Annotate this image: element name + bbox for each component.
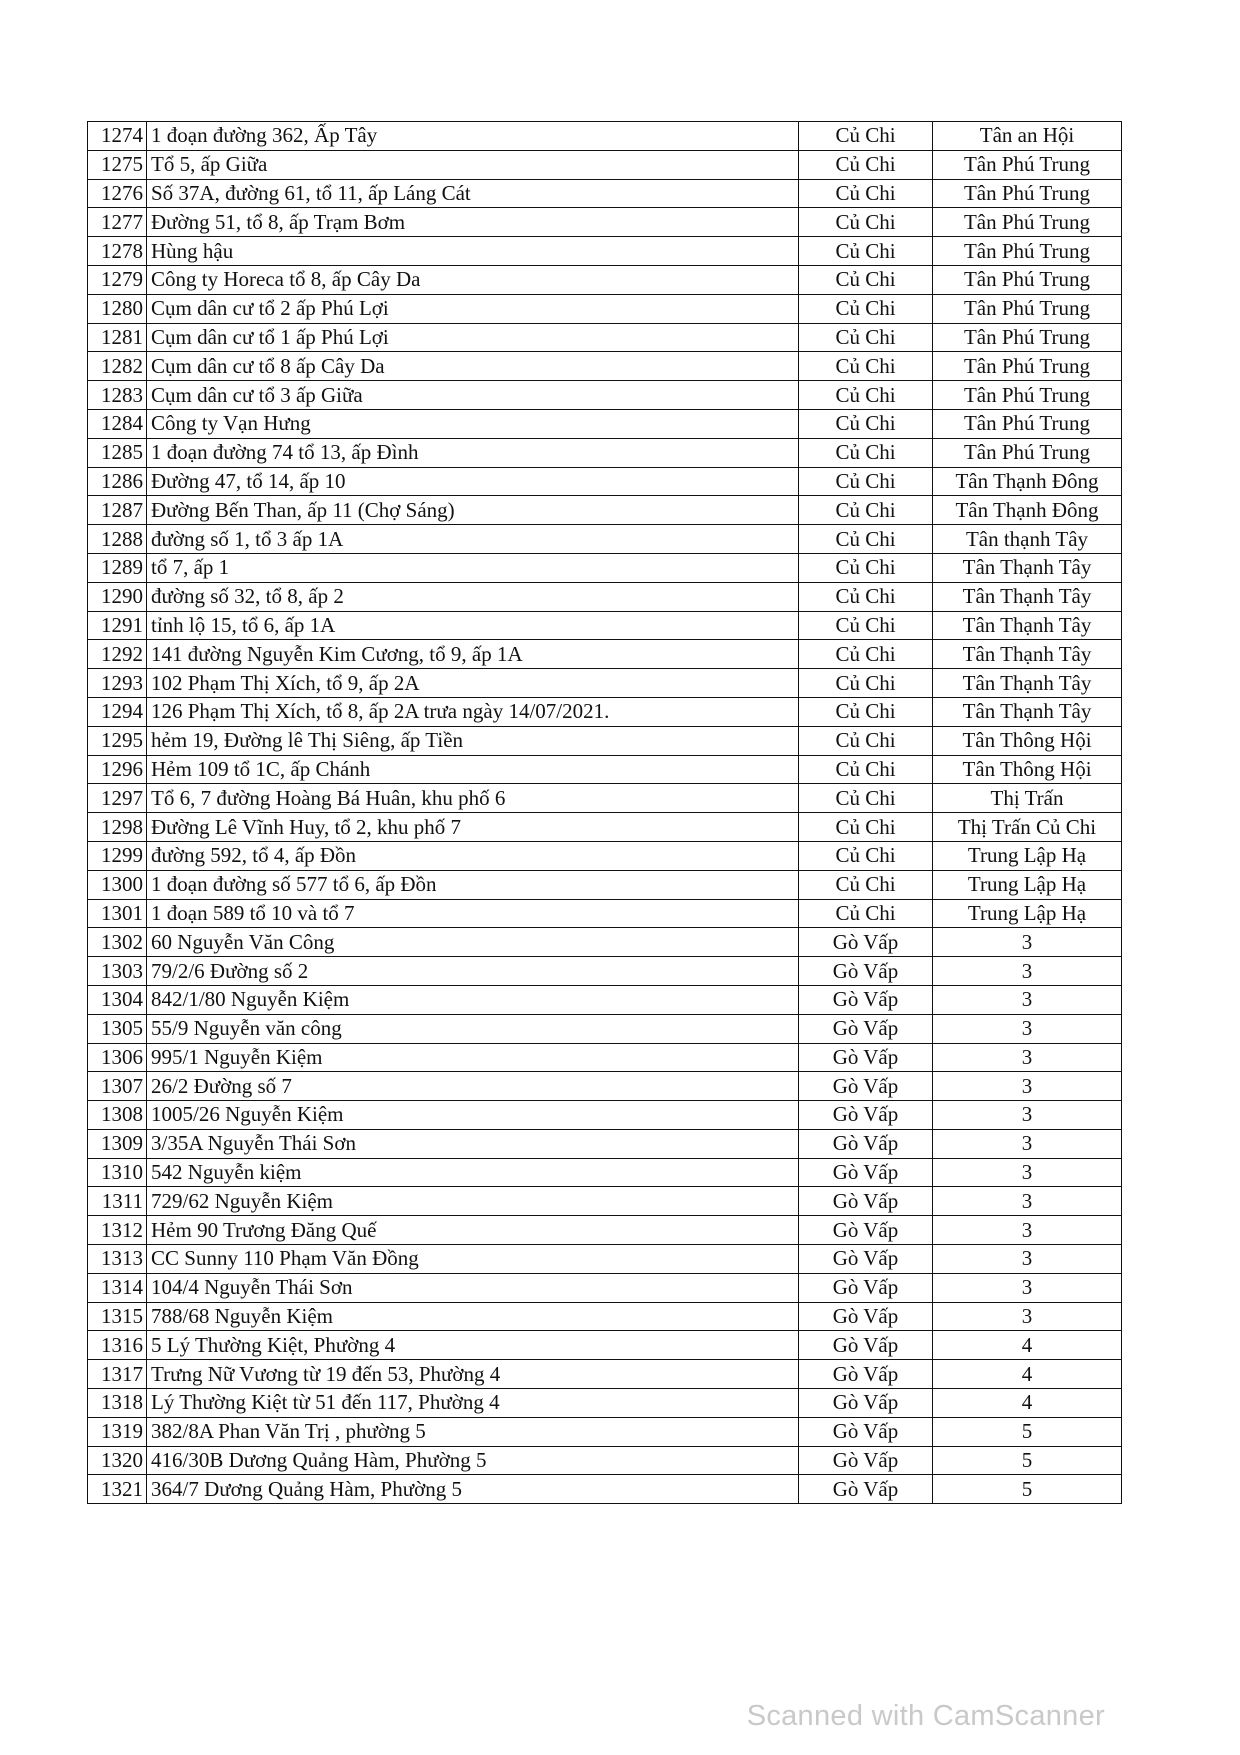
district-cell: Củ Chi xyxy=(799,179,933,208)
district-cell: Củ Chi xyxy=(799,899,933,928)
row-number-cell: 1280 xyxy=(88,294,147,323)
row-number-cell: 1311 xyxy=(88,1187,147,1216)
district-cell: Củ Chi xyxy=(799,755,933,784)
district-cell: Củ Chi xyxy=(799,669,933,698)
table-row xyxy=(88,1101,1122,1130)
table-row xyxy=(88,1389,1122,1418)
ward-cell: Tân Phú Trung xyxy=(933,179,1122,208)
address-cell: Cụm dân cư tổ 2 ấp Phú Lợi xyxy=(147,294,799,323)
table-row xyxy=(88,726,1122,755)
row-number-cell: 1295 xyxy=(88,726,147,755)
table-row xyxy=(88,957,1122,986)
ward-cell: 5 xyxy=(933,1446,1122,1475)
table-row xyxy=(88,669,1122,698)
ward-cell: 3 xyxy=(933,985,1122,1014)
row-number-cell: 1285 xyxy=(88,438,147,467)
table-row xyxy=(88,784,1122,813)
address-cell: 60 Nguyễn Văn Công xyxy=(147,928,799,957)
address-cell: Cụm dân cư tổ 8 ấp Cây Da xyxy=(147,352,799,381)
address-cell: Đường Bến Than, ấp 11 (Chợ Sáng) xyxy=(147,496,799,525)
district-cell: Gò Vấp xyxy=(799,1245,933,1274)
row-number-cell: 1317 xyxy=(88,1360,147,1389)
row-number-cell: 1281 xyxy=(88,323,147,352)
address-cell: 1 đoạn đường số 577 tổ 6, ấp Đồn xyxy=(147,870,799,899)
address-cell: Công ty Vạn Hưng xyxy=(147,409,799,438)
row-number-cell: 1289 xyxy=(88,553,147,582)
table-row xyxy=(88,841,1122,870)
address-table xyxy=(87,121,1122,1504)
table-row xyxy=(88,1302,1122,1331)
ward-cell: Thị Trấn xyxy=(933,784,1122,813)
row-number-cell: 1276 xyxy=(88,179,147,208)
table-row xyxy=(88,150,1122,179)
district-cell: Củ Chi xyxy=(799,467,933,496)
ward-cell: Tân Phú Trung xyxy=(933,294,1122,323)
table-row xyxy=(88,294,1122,323)
table-row xyxy=(88,1158,1122,1187)
row-number-cell: 1282 xyxy=(88,352,147,381)
table-row xyxy=(88,1187,1122,1216)
ward-cell: Tân Phú Trung xyxy=(933,352,1122,381)
district-cell: Củ Chi xyxy=(799,409,933,438)
table-row xyxy=(88,899,1122,928)
address-cell: 729/62 Nguyễn Kiệm xyxy=(147,1187,799,1216)
ward-cell: 4 xyxy=(933,1331,1122,1360)
row-number-cell: 1302 xyxy=(88,928,147,957)
address-cell: 995/1 Nguyễn Kiệm xyxy=(147,1043,799,1072)
row-number-cell: 1277 xyxy=(88,208,147,237)
district-cell: Gò Vấp xyxy=(799,985,933,1014)
district-cell: Củ Chi xyxy=(799,841,933,870)
ward-cell: 3 xyxy=(933,1101,1122,1130)
table-row xyxy=(88,265,1122,294)
table-row xyxy=(88,381,1122,410)
row-number-cell: 1315 xyxy=(88,1302,147,1331)
address-cell: tỉnh lộ 15, tổ 6, ấp 1A xyxy=(147,611,799,640)
address-cell: Cụm dân cư tổ 1 ấp Phú Lợi xyxy=(147,323,799,352)
address-cell: Trưng Nữ Vương từ 19 đến 53, Phường 4 xyxy=(147,1360,799,1389)
table-row xyxy=(88,1043,1122,1072)
table-row xyxy=(88,1273,1122,1302)
district-cell: Củ Chi xyxy=(799,237,933,266)
address-cell: tổ 7, ấp 1 xyxy=(147,553,799,582)
district-cell: Củ Chi xyxy=(799,265,933,294)
row-number-cell: 1283 xyxy=(88,381,147,410)
table-row xyxy=(88,237,1122,266)
row-number-cell: 1292 xyxy=(88,640,147,669)
row-number-cell: 1287 xyxy=(88,496,147,525)
district-cell: Củ Chi xyxy=(799,870,933,899)
district-cell: Củ Chi xyxy=(799,697,933,726)
ward-cell: Trung Lập Hạ xyxy=(933,870,1122,899)
district-cell: Gò Vấp xyxy=(799,928,933,957)
ward-cell: Tân thạnh Tây xyxy=(933,525,1122,554)
address-cell: 5 Lý Thường Kiệt, Phường 4 xyxy=(147,1331,799,1360)
district-cell: Củ Chi xyxy=(799,150,933,179)
ward-cell: Tân Thạnh Tây xyxy=(933,582,1122,611)
address-cell: Số 37A, đường 61, tổ 11, ấp Láng Cát xyxy=(147,179,799,208)
row-number-cell: 1312 xyxy=(88,1216,147,1245)
district-cell: Gò Vấp xyxy=(799,1446,933,1475)
district-cell: Gò Vấp xyxy=(799,1187,933,1216)
row-number-cell: 1314 xyxy=(88,1273,147,1302)
district-cell: Củ Chi xyxy=(799,496,933,525)
ward-cell: Tân Thạnh Tây xyxy=(933,669,1122,698)
district-cell: Củ Chi xyxy=(799,122,933,151)
district-cell: Củ Chi xyxy=(799,553,933,582)
address-cell: Hẻm 90 Trương Đăng Quế xyxy=(147,1216,799,1245)
district-cell: Gò Vấp xyxy=(799,1273,933,1302)
table-row xyxy=(88,467,1122,496)
ward-cell: 5 xyxy=(933,1417,1122,1446)
row-number-cell: 1286 xyxy=(88,467,147,496)
row-number-cell: 1294 xyxy=(88,697,147,726)
ward-cell: Tân Thạnh Tây xyxy=(933,640,1122,669)
ward-cell: 4 xyxy=(933,1360,1122,1389)
address-cell: 542 Nguyễn kiệm xyxy=(147,1158,799,1187)
ward-cell: 3 xyxy=(933,1158,1122,1187)
address-cell: Hùng hậu xyxy=(147,237,799,266)
district-cell: Gò Vấp xyxy=(799,1216,933,1245)
ward-cell: Tân Thạnh Tây xyxy=(933,611,1122,640)
address-cell: 1 đoạn đường 362, Ấp Tây xyxy=(147,122,799,151)
address-cell: 788/68 Nguyễn Kiệm xyxy=(147,1302,799,1331)
address-cell: Đường 51, tổ 8, ấp Trạm Bơm xyxy=(147,208,799,237)
ward-cell: 3 xyxy=(933,1014,1122,1043)
address-cell: 382/8A Phan Văn Trị , phường 5 xyxy=(147,1417,799,1446)
district-cell: Củ Chi xyxy=(799,525,933,554)
address-cell: Công ty Horeca tổ 8, ấp Cây Da xyxy=(147,265,799,294)
row-number-cell: 1291 xyxy=(88,611,147,640)
row-number-cell: 1316 xyxy=(88,1331,147,1360)
row-number-cell: 1275 xyxy=(88,150,147,179)
ward-cell: Trung Lập Hạ xyxy=(933,899,1122,928)
ward-cell: Tân Phú Trung xyxy=(933,323,1122,352)
row-number-cell: 1308 xyxy=(88,1101,147,1130)
district-cell: Củ Chi xyxy=(799,640,933,669)
district-cell: Gò Vấp xyxy=(799,1043,933,1072)
ward-cell: Tân Phú Trung xyxy=(933,208,1122,237)
table-row xyxy=(88,582,1122,611)
ward-cell: 3 xyxy=(933,1302,1122,1331)
ward-cell: Tân Thạnh Tây xyxy=(933,553,1122,582)
table-row xyxy=(88,1475,1122,1504)
address-cell: 26/2 Đường số 7 xyxy=(147,1072,799,1101)
address-cell: hẻm 19, Đường lê Thị Siêng, ấp Tiền xyxy=(147,726,799,755)
table-row xyxy=(88,1417,1122,1446)
row-number-cell: 1307 xyxy=(88,1072,147,1101)
row-number-cell: 1319 xyxy=(88,1417,147,1446)
address-cell: Đường 47, tổ 14, ấp 10 xyxy=(147,467,799,496)
district-cell: Gò Vấp xyxy=(799,1158,933,1187)
row-number-cell: 1310 xyxy=(88,1158,147,1187)
address-cell: 364/7 Dương Quảng Hàm, Phường 5 xyxy=(147,1475,799,1504)
ward-cell: Thị Trấn Củ Chi xyxy=(933,813,1122,842)
ward-cell: Trung Lập Hạ xyxy=(933,841,1122,870)
table-row xyxy=(88,208,1122,237)
address-cell: 1005/26 Nguyễn Kiệm xyxy=(147,1101,799,1130)
table-row xyxy=(88,1245,1122,1274)
row-number-cell: 1309 xyxy=(88,1129,147,1158)
address-cell: 126 Phạm Thị Xích, tổ 8, ấp 2A trưa ngày 14/07/2021. xyxy=(147,697,799,726)
table-row xyxy=(88,640,1122,669)
district-cell: Củ Chi xyxy=(799,294,933,323)
table-row xyxy=(88,122,1122,151)
address-cell: 141 đường Nguyễn Kim Cương, tổ 9, ấp 1A xyxy=(147,640,799,669)
row-number-cell: 1299 xyxy=(88,841,147,870)
table-row xyxy=(88,323,1122,352)
row-number-cell: 1290 xyxy=(88,582,147,611)
row-number-cell: 1284 xyxy=(88,409,147,438)
district-cell: Củ Chi xyxy=(799,381,933,410)
row-number-cell: 1278 xyxy=(88,237,147,266)
ward-cell: 5 xyxy=(933,1475,1122,1504)
ward-cell: Tân Phú Trung xyxy=(933,381,1122,410)
address-cell: đường 592, tổ 4, ấp Đồn xyxy=(147,841,799,870)
table-row xyxy=(88,553,1122,582)
ward-cell: Tân an Hội xyxy=(933,122,1122,151)
district-cell: Gò Vấp xyxy=(799,1072,933,1101)
table-row xyxy=(88,870,1122,899)
ward-cell: Tân Phú Trung xyxy=(933,409,1122,438)
address-cell: đường số 1, tổ 3 ấp 1A xyxy=(147,525,799,554)
address-cell: Đường Lê Vĩnh Huy, tổ 2, khu phố 7 xyxy=(147,813,799,842)
table-row xyxy=(88,179,1122,208)
ward-cell: 3 xyxy=(933,1245,1122,1274)
address-cell: Tổ 6, 7 đường Hoàng Bá Huân, khu phố 6 xyxy=(147,784,799,813)
row-number-cell: 1298 xyxy=(88,813,147,842)
table-row xyxy=(88,928,1122,957)
ward-cell: Tân Thạnh Đông xyxy=(933,496,1122,525)
row-number-cell: 1304 xyxy=(88,985,147,1014)
table-row xyxy=(88,1331,1122,1360)
table-body xyxy=(88,122,1122,1504)
address-cell: Hẻm 109 tổ 1C, ấp Chánh xyxy=(147,755,799,784)
district-cell: Củ Chi xyxy=(799,784,933,813)
row-number-cell: 1318 xyxy=(88,1389,147,1418)
address-cell: 55/9 Nguyễn văn công xyxy=(147,1014,799,1043)
ward-cell: Tân Phú Trung xyxy=(933,438,1122,467)
address-cell: đường số 32, tổ 8, ấp 2 xyxy=(147,582,799,611)
district-cell: Củ Chi xyxy=(799,582,933,611)
ward-cell: 4 xyxy=(933,1389,1122,1418)
ward-cell: 3 xyxy=(933,928,1122,957)
table-row xyxy=(88,813,1122,842)
row-number-cell: 1288 xyxy=(88,525,147,554)
district-cell: Củ Chi xyxy=(799,726,933,755)
table-row xyxy=(88,697,1122,726)
table-row xyxy=(88,1446,1122,1475)
district-cell: Gò Vấp xyxy=(799,1417,933,1446)
address-cell: 104/4 Nguyễn Thái Sơn xyxy=(147,1273,799,1302)
district-cell: Gò Vấp xyxy=(799,1101,933,1130)
address-cell: Cụm dân cư tổ 3 ấp Giữa xyxy=(147,381,799,410)
district-cell: Gò Vấp xyxy=(799,1360,933,1389)
row-number-cell: 1305 xyxy=(88,1014,147,1043)
ward-cell: Tân Phú Trung xyxy=(933,265,1122,294)
district-cell: Gò Vấp xyxy=(799,1331,933,1360)
ward-cell: 3 xyxy=(933,957,1122,986)
district-cell: Gò Vấp xyxy=(799,1389,933,1418)
row-number-cell: 1301 xyxy=(88,899,147,928)
table-row xyxy=(88,1216,1122,1245)
ward-cell: 3 xyxy=(933,1043,1122,1072)
address-cell: 79/2/6 Đường số 2 xyxy=(147,957,799,986)
address-cell: 842/1/80 Nguyễn Kiệm xyxy=(147,985,799,1014)
row-number-cell: 1293 xyxy=(88,669,147,698)
ward-cell: 3 xyxy=(933,1072,1122,1101)
district-cell: Gò Vấp xyxy=(799,957,933,986)
district-cell: Gò Vấp xyxy=(799,1014,933,1043)
row-number-cell: 1320 xyxy=(88,1446,147,1475)
table-row xyxy=(88,755,1122,784)
table-row xyxy=(88,985,1122,1014)
district-cell: Củ Chi xyxy=(799,208,933,237)
address-cell: 1 đoạn đường 74 tổ 13, ấp Đình xyxy=(147,438,799,467)
camscanner-watermark: Scanned with CamScanner xyxy=(746,1700,1105,1732)
table-row xyxy=(88,611,1122,640)
table-row xyxy=(88,409,1122,438)
table-row xyxy=(88,496,1122,525)
ward-cell: 3 xyxy=(933,1216,1122,1245)
row-number-cell: 1297 xyxy=(88,784,147,813)
ward-cell: Tân Thông Hội xyxy=(933,755,1122,784)
row-number-cell: 1313 xyxy=(88,1245,147,1274)
address-cell: Tổ 5, ấp Giữa xyxy=(147,150,799,179)
address-cell: CC Sunny 110 Phạm Văn Đồng xyxy=(147,1245,799,1274)
district-cell: Gò Vấp xyxy=(799,1475,933,1504)
district-cell: Củ Chi xyxy=(799,813,933,842)
ward-cell: Tân Thạnh Đông xyxy=(933,467,1122,496)
table-row xyxy=(88,1360,1122,1389)
row-number-cell: 1300 xyxy=(88,870,147,899)
address-cell: Lý Thường Kiệt từ 51 đến 117, Phường 4 xyxy=(147,1389,799,1418)
address-cell: 416/30B Dương Quảng Hàm, Phường 5 xyxy=(147,1446,799,1475)
ward-cell: 3 xyxy=(933,1187,1122,1216)
row-number-cell: 1279 xyxy=(88,265,147,294)
table-row xyxy=(88,438,1122,467)
ward-cell: Tân Thạnh Tây xyxy=(933,697,1122,726)
table-row xyxy=(88,1014,1122,1043)
district-cell: Củ Chi xyxy=(799,438,933,467)
row-number-cell: 1296 xyxy=(88,755,147,784)
district-cell: Gò Vấp xyxy=(799,1129,933,1158)
ward-cell: Tân Thông Hội xyxy=(933,726,1122,755)
ward-cell: Tân Phú Trung xyxy=(933,237,1122,266)
row-number-cell: 1321 xyxy=(88,1475,147,1504)
ward-cell: 3 xyxy=(933,1129,1122,1158)
address-cell: 1 đoạn 589 tổ 10 và tổ 7 xyxy=(147,899,799,928)
district-cell: Củ Chi xyxy=(799,611,933,640)
district-cell: Gò Vấp xyxy=(799,1302,933,1331)
table-row xyxy=(88,1072,1122,1101)
district-cell: Củ Chi xyxy=(799,323,933,352)
row-number-cell: 1303 xyxy=(88,957,147,986)
table-row xyxy=(88,1129,1122,1158)
address-cell: 3/35A Nguyễn Thái Sơn xyxy=(147,1129,799,1158)
ward-cell: Tân Phú Trung xyxy=(933,150,1122,179)
row-number-cell: 1274 xyxy=(88,122,147,151)
table-row xyxy=(88,352,1122,381)
table-row xyxy=(88,525,1122,554)
ward-cell: 3 xyxy=(933,1273,1122,1302)
district-cell: Củ Chi xyxy=(799,352,933,381)
row-number-cell: 1306 xyxy=(88,1043,147,1072)
address-cell: 102 Phạm Thị Xích, tổ 9, ấp 2A xyxy=(147,669,799,698)
